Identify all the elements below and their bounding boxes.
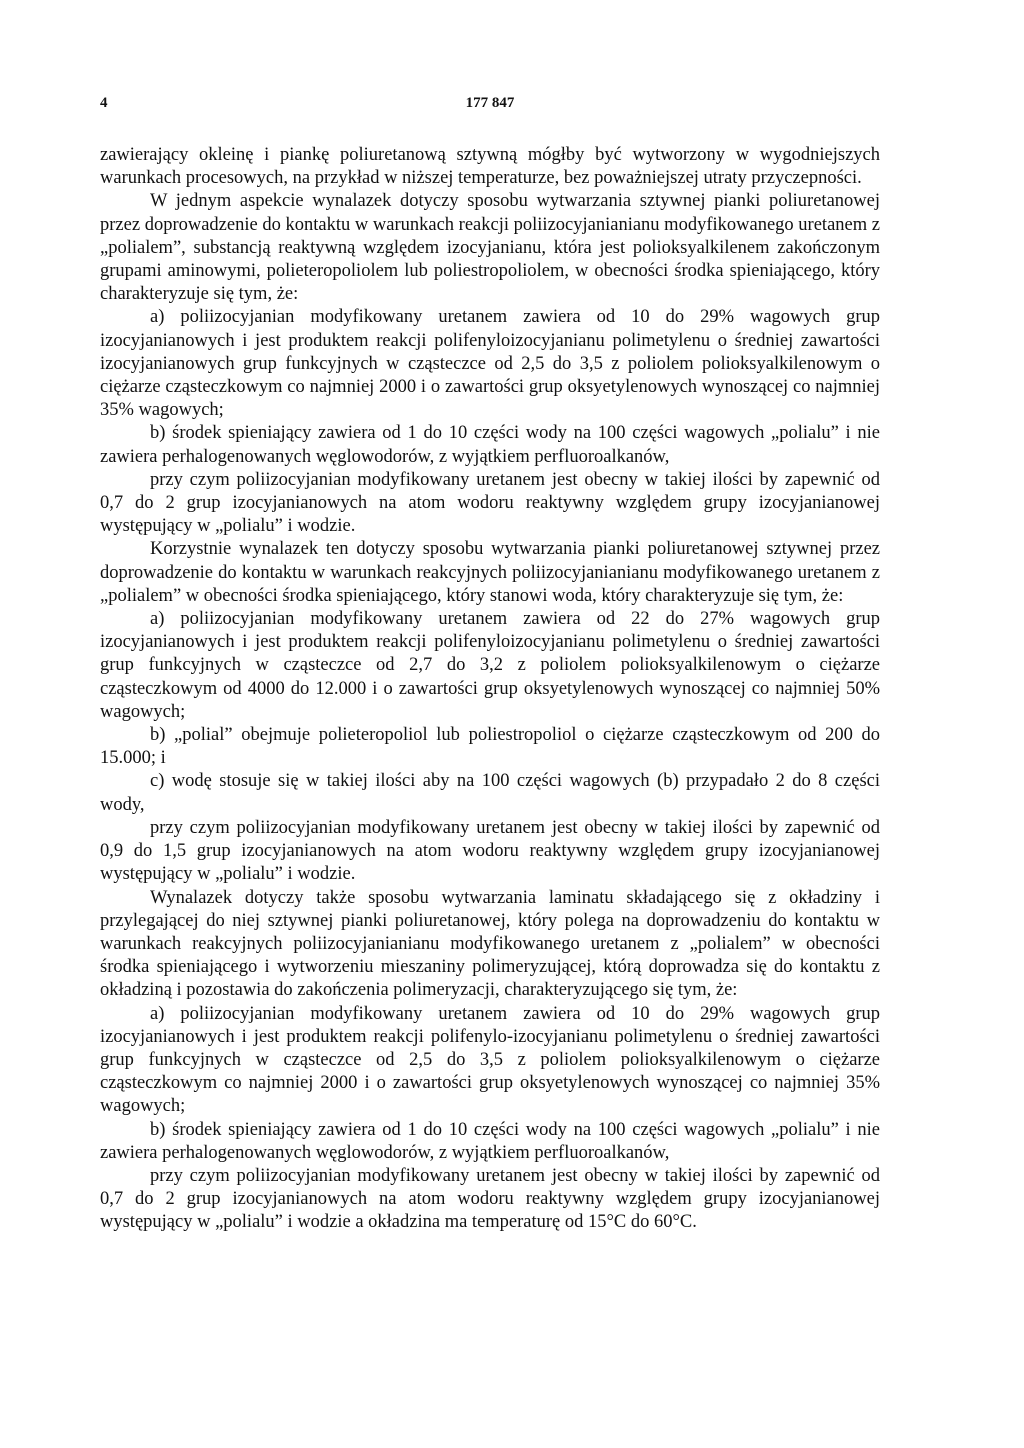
- document-page: [100, 92, 880, 1235]
- paragraph-item-c: c) wodę stosuje się w takiej ilości aby na 100 części wagowych (b) przypadało 2 do 8 części wody,: [100, 771, 880, 815]
- paragraph-condition: przy czym poliizocyjanian modyfikowany uretanem jest obecny w takiej ilości by zapewnić od 0,9 do 1,5 grup izocyjanianowych na atom wodoru reaktywny względem grupy izocyjanianowej występujący w „polialu” i wodzie.: [100, 817, 880, 885]
- document-body: [100, 144, 880, 1235]
- paragraph-item-a: a) poliizocyjanian modyfikowany uretanem zawiera od 10 do 29% wagowych grup izocyjanianowych i jest produktem reakcji polifenyloizocyjanianu polimetylenu o średniej zawartości izocyjanianowych grup funkcyjnych w cząsteczce od 2,5 do 3,5 z poliolem polioksyalkilenowym o ciężarze cząsteczkowym co najmniej 2000 i o zawartości grup oksyetylenowych wynoszącej co najmniej 35% wagowych;: [100, 307, 880, 421]
- paragraph-item-b: b) środek spieniający zawiera od 1 do 10 części wody na 100 części wagowych „polialu” i nie zawiera perhalogenowanych węglowodorów, z wyjątkiem perfluoroalkanów,: [100, 423, 880, 467]
- paragraph-laminate: Wynalazek dotyczy także sposobu wytwarzania laminatu składającego się z okładziny i przylegającej do niej sztywnej pianki poliuretanowej, który polega na doprowadzeniu do kontaktu w warunkach reakcyjnych poliizocyjanianianu modyfikowanego uretanem z „polialem” w obecności środka spieniającego i wytworzeniu mieszaniny polimeryzującej, którą doprowadza się do kontaktu z okładziną i pozostawia do zakończenia polimeryzacji, charakteryzującego się tym, że:: [100, 887, 880, 1001]
- paragraph-aspect: W jednym aspekcie wynalazek dotyczy sposobu wytwarzania sztywnej pianki poliuretanowej przez doprowadzenie do kontaktu w warunkach reakcji poliizocyjanianianu modyfikowanego uretanem z „polialem”, substancją reaktywną względem izocyjanianu, która jest polioksyalkilenem zakończonym grupami aminowymi, polieteropoliolem lub poliestropoliolem, w obecności środka spieniającego, który charakteryzuje się tym, że:: [100, 191, 880, 305]
- paragraph-item-b: b) „polial” obejmuje polieteropoliol lub poliestropoliol o ciężarze cząsteczkowym od 200 do 15.000; i: [100, 725, 880, 769]
- paragraph-intro: zawierający okleinę i piankę poliuretanową sztywną mógłby być wytworzony w wygodniejszych warunkach procesowych, na przykład w niższej temperaturze, bez poważniejszej utraty przyczepności.: [100, 145, 880, 189]
- page-header: [100, 92, 880, 122]
- page-number: 4: [100, 95, 108, 111]
- paragraph-item-b: b) środek spieniający zawiera od 1 do 10 części wody na 100 części wagowych „polialu” i nie zawiera perhalogenowanych węglowodorów, z wyjątkiem perfluoroalkanów,: [100, 1119, 880, 1163]
- paragraph-condition: przy czym poliizocyjanian modyfikowany uretanem jest obecny w takiej ilości by zapewnić od 0,7 do 2 grup izocyjanianowych na atom wodoru reaktywny względem grupy izocyjanianowej występujący w „polialu” i wodzie.: [100, 469, 880, 537]
- paragraph-item-a: a) poliizocyjanian modyfikowany uretanem zawiera od 10 do 29% wagowych grup izocyjanianowych i jest produktem reakcji polifenylo-izocyjanianu polimetylenu o średniej zawartości grup funkcyjnych w cząsteczce od 2,5 do 3,5 z poliolem polioksyalkilenowym o ciężarze cząsteczkowym co najmniej 2000 i o zawartości grup oksyetylenowych wynoszącej co najmniej 35% wagowych;: [100, 1003, 880, 1117]
- paragraph-condition: przy czym poliizocyjanian modyfikowany uretanem jest obecny w takiej ilości by zapewnić od 0,7 do 2 grup izocyjanianowych na atom wodoru reaktywny względem grupy izocyjanianowej występujący w „polialu” i wodzie a okładzina ma temperaturę od 15°C do 60°C.: [100, 1165, 880, 1233]
- paragraph-preferred: Korzystnie wynalazek ten dotyczy sposobu wytwarzania pianki poliuretanowej sztywnej przez doprowadzenie do kontaktu w warunkach reakcyjnych poliizocyjanianianu modyfikowanego uretanem z „polialem” w obecności środka spieniającego, który stanowi woda, który charakteryzuje się tym, że:: [100, 539, 880, 606]
- paragraph-item-a: a) poliizocyjanian modyfikowany uretanem zawiera od 22 do 27% wagowych grup izocyjanianowych i jest produktem reakcji polifenyloizocyjanianu polimetylenu o średniej zawartości grup funkcyjnych w cząsteczce od 2,7 do 3,2 z poliolem polioksyalkilenowym o ciężarze cząsteczkowym od 4000 do 12.000 i o zawartości grup oksyetylenowych wynoszącej co najmniej 50% wagowych;: [100, 609, 880, 722]
- document-number: 177 847: [465, 95, 515, 111]
